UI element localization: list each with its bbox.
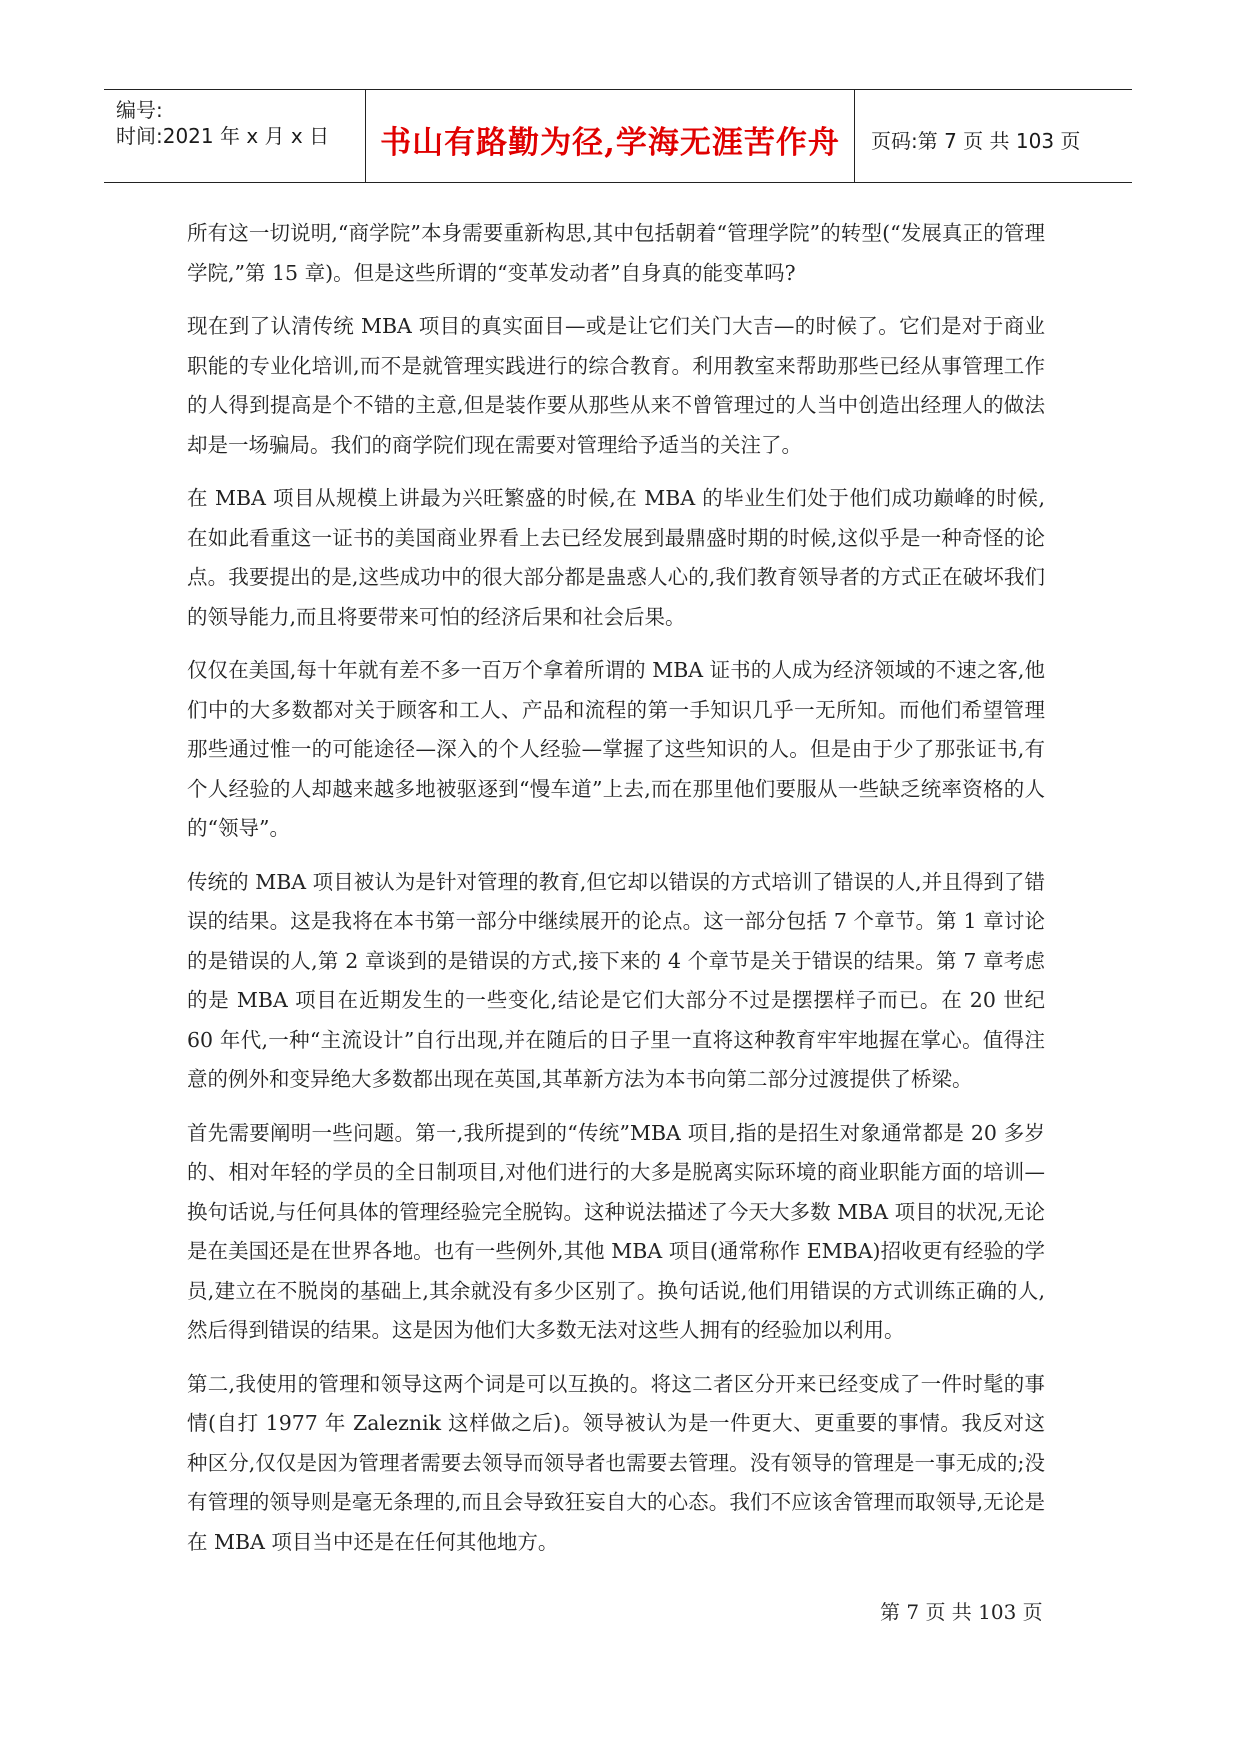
header-meta-cell [104,90,366,182]
paragraph: 传统的 MBA 项目被认为是针对管理的教育,但它却以错误的方式培训了错误的人,并且得到了错误的结果。这是我将在本书第一部分中继续展开的论点。这一部分包括 7 个章节。第 1 章讨论的是错误的人,第 2 章谈到的是错误的方式,接下来的 4 个章节是关于错误的结果。第 7 章考虑的是 MBA 项目在近期发生的一些变化,结论是它们大部分不过是摆摆样子而已。在 20 世纪 60 年代,一种“主流设计”自行出现,并在随后的日子里一直将这种教育牢牢地握在掌心。值得注意的例外和变异绝大多数都出现在英国,其革新方法为本书向第二部分过渡提供了桥梁。 [187,869,1045,1091]
header-motto-cell [366,90,855,182]
paragraph: 现在到了认清传统 MBA 项目的真实面目—或是让它们关门大吉—的时候了。它们是对于商业职能的专业化培训,而不是就管理实践进行的综合教育。利用教室来帮助那些已经从事管理工作的人得到提高是个不错的主意,但是装作要从那些从来不曾管理过的人当中创造出经理人的做法却是一场骗局。我们的商学院们现在需要对管理给予适当的关注了。 [187,314,1045,457]
page-footer: 第 7 页 共 103 页 [880,1600,1043,1624]
number-label: 编号: [116,98,163,122]
page-label: 页码:第 7 页 共 103 页 [871,128,1081,153]
page-header [104,89,1132,183]
paragraph: 首先需要阐明一些问题。第一,我所提到的“传统”MBA 项目,指的是招生对象通常都是 20 多岁的、相对年轻的学员的全日制项目,对他们进行的大多是脱离实际环境的商业职能方面的培训—换句话说,与任何具体的管理经验完全脱钩。这种说法描述了今天大多数 MBA 项目的状况,无论是在美国还是在世界各地。也有一些例外,其他 MBA 项目(通常称作 EMBA)招收更有经验的学员,建立在不脱岗的基础上,其余就没有多少区别了。换句话说,他们用错误的方式训练正确的人,然后得到错误的结果。这是因为他们大多数无法对这些人拥有的经验加以利用。 [187,1120,1045,1342]
motto-text: 书山有路勤为径,学海无涯苦作舟 [380,124,840,161]
paragraph: 仅仅在美国,每十年就有差不多一百万个拿着所谓的 MBA 证书的人成为经济领域的不速之客,他们中的大多数都对关于顾客和工人、产品和流程的第一手知识几乎一无所知。而他们希望管理那些通过惟一的可能途径—深入的个人经验—掌握了这些知识的人。但是由于少了那张证书,有个人经验的人却越来越多地被驱逐到“慢车道”上去,而在那里他们要服从一些缺乏统率资格的人的“领导”。 [187,658,1045,840]
header-page-cell [855,90,1132,182]
time-label: 时间:2021 年 x 月 x 日 [116,124,330,148]
paragraph: 所有这一切说明,“商学院”本身需要重新构思,其中包括朝着“管理学院”的转型(“发展真正的管理学院,”第 15 章)。但是这些所谓的“变革发动者”自身真的能变革吗? [187,221,1045,285]
paragraph: 在 MBA 项目从规模上讲最为兴旺繁盛的时候,在 MBA 的毕业生们处于他们成功巅峰的时候,在如此看重这一证书的美国商业界看上去已经发展到最鼎盛时期的时候,这似乎是一种奇怪的论点。我要提出的是,这些成功中的很大部分都是蛊惑人心的,我们教育领导者的方式正在破坏我们的领导能力,而且将要带来可怕的经济后果和社会后果。 [187,486,1045,629]
paragraph: 第二,我使用的管理和领导这两个词是可以互换的。将这二者区分开来已经变成了一件时髦的事情(自打 1977 年 Zaleznik 这样做之后)。领导被认为是一件更大、更重要的事情。我反对这种区分,仅仅是因为管理者需要去领导而领导者也需要去管理。没有领导的管理是一事无成的;没有管理的领导则是毫无条理的,而且会导致狂妄自大的心态。我们不应该舍管理而取领导,无论是在 MBA 项目当中还是在任何其他地方。 [187,1371,1045,1554]
document-body [187,214,1045,1576]
